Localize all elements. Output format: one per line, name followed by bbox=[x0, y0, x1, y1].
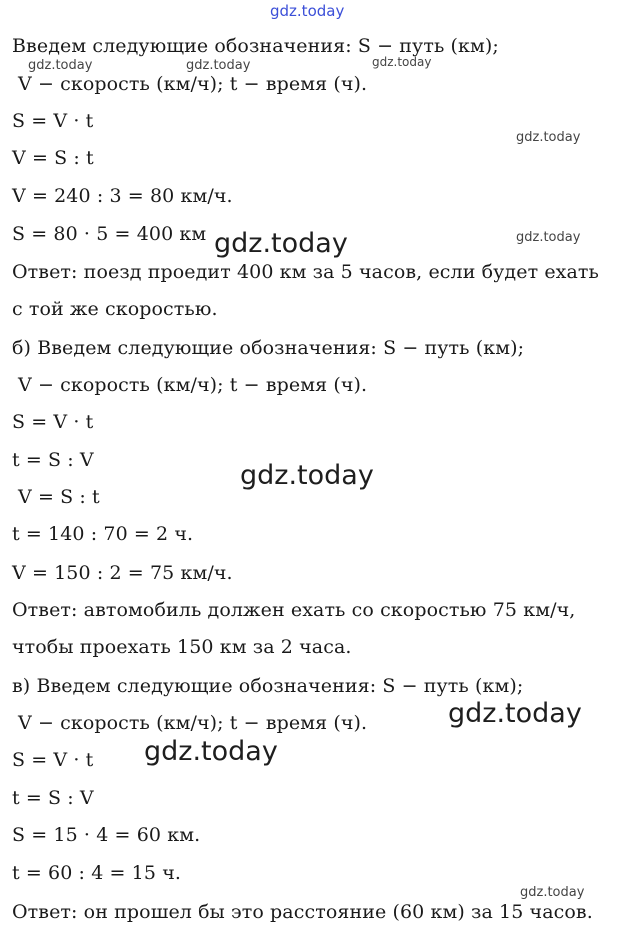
formula-line: t = S : V bbox=[12, 449, 94, 471]
answer-line: чтобы проехать 150 км за 2 часа. bbox=[12, 636, 352, 658]
formula-line: t = 60 : 4 = 15 ч. bbox=[12, 862, 181, 884]
watermark: gdz.today bbox=[186, 58, 251, 73]
text-line: в) Введем следующие обозначения: S − путь (км); bbox=[12, 675, 524, 697]
watermark: gdz.today bbox=[516, 230, 581, 245]
answer-line: Ответ: поезд проедит 400 км за 5 часов, если будет ехать bbox=[12, 261, 599, 283]
watermark: gdz.today bbox=[448, 698, 582, 729]
formula-line: S = V · t bbox=[12, 411, 94, 433]
watermark: gdz.today bbox=[240, 460, 374, 491]
formula-line: V = 150 : 2 = 75 км/ч. bbox=[12, 562, 233, 584]
formula-line: t = 140 : 70 = 2 ч. bbox=[12, 523, 194, 545]
watermark: gdz.today bbox=[28, 58, 93, 73]
formula-line: S = 80 · 5 = 400 км bbox=[12, 223, 207, 245]
answer-line: с той же скоростью. bbox=[12, 298, 218, 320]
text-line: V − скорость (км/ч); t − время (ч). bbox=[18, 73, 368, 95]
text-line: V − скорость (км/ч); t − время (ч). bbox=[18, 374, 368, 396]
text-line: Введем следующие обозначения: S − путь (км); bbox=[12, 35, 499, 57]
watermark: gdz.today bbox=[520, 885, 585, 900]
formula-line: S = V · t bbox=[12, 110, 94, 132]
formula-line: S = 15 · 4 = 60 км. bbox=[12, 824, 201, 846]
watermark: gdz.today bbox=[144, 736, 278, 767]
formula-line: V = S : t bbox=[12, 147, 94, 169]
formula-line: V = 240 : 3 = 80 км/ч. bbox=[12, 185, 233, 207]
watermark: gdz.today bbox=[372, 55, 432, 69]
watermark: gdz.today bbox=[214, 228, 348, 259]
answer-line: Ответ: автомобиль должен ехать со скоростью 75 км/ч, bbox=[12, 599, 576, 621]
watermark-top: gdz.today bbox=[270, 2, 345, 20]
answer-line: Ответ: он прошел бы это расстояние (60 км) за 15 часов. bbox=[12, 901, 593, 923]
text-line: V − скорость (км/ч); t − время (ч). bbox=[18, 712, 368, 734]
formula-line: S = V · t bbox=[12, 749, 94, 771]
formula-line: t = S : V bbox=[12, 787, 94, 809]
formula-line: V = S : t bbox=[18, 486, 100, 508]
text-line: б) Введем следующие обозначения: S − путь (км); bbox=[12, 337, 525, 359]
watermark: gdz.today bbox=[516, 130, 581, 145]
